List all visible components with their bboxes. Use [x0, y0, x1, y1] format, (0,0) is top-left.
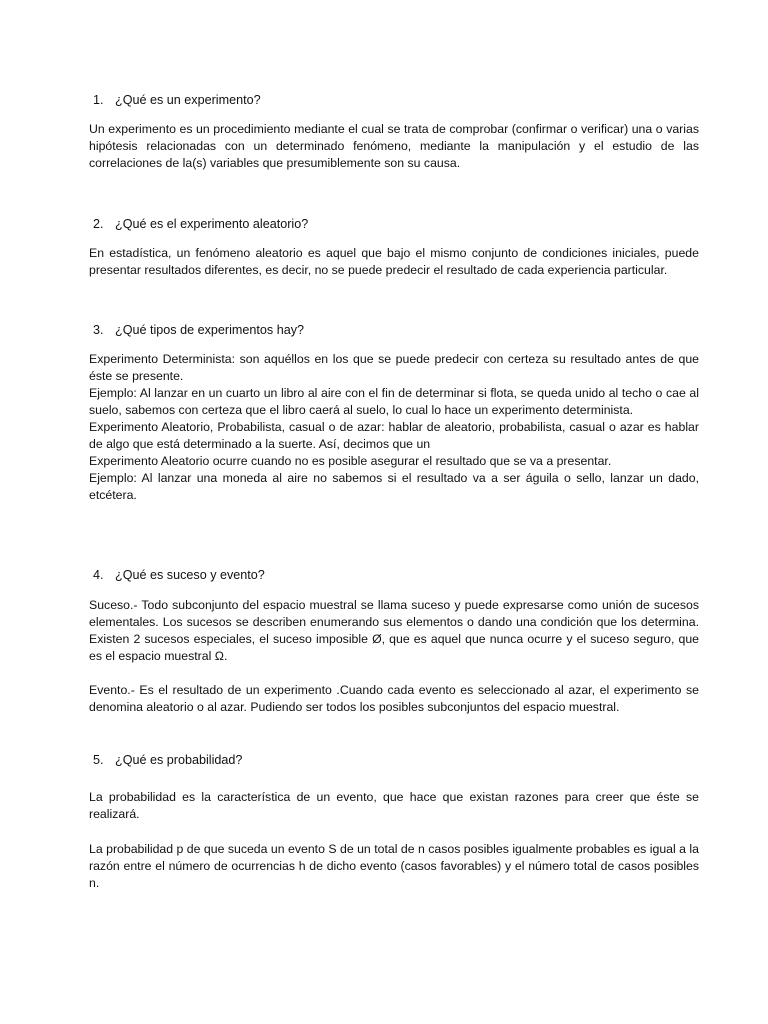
section-4-paragraph-evento: Evento.- Es el resultado de un experimento .Cuando cada evento es seleccionado al azar, el experimento se denomina aleatorio o al azar. Pudiendo ser todos los posibles subconjuntos del espacio muestral. [89, 683, 699, 714]
section-2-paragraph: En estadística, un fenómeno aleatorio es aquel que bajo el mismo conjunto de condiciones iniciales, puede presentar resultados diferentes, es decir, no se puede predecir el resultado de cada experiencia particular. [89, 246, 699, 277]
section-3-line-ejemplo-1: Ejemplo: Al lanzar en un cuarto un libro al aire con el fin de determinar si flota, se queda unido al techo o cae al suelo, sabemos con certeza que el libro caerá al suelo, lo cual lo hace un experimento determinista. [89, 386, 699, 417]
section-3-line-aleatorio: Experimento Aleatorio, Probabilista, casual o de azar: hablar de aleatorio, probabilista, casual o azar es hablar de algo que está determinado a la suerte. Así, decimos que un [89, 420, 699, 451]
section-4-heading [93, 567, 265, 584]
section-5-paragraph-2: La probabilidad p de que suceda un evento S de un total de n casos posibles igualmente probables es igual a la razón entre el número de ocurrencias h de dicho evento (casos favorables) y el número total de casos posibles n. [89, 842, 699, 890]
section-title: ¿Qué es probabilidad? [115, 753, 243, 767]
section-title: ¿Qué es suceso y evento? [115, 568, 265, 582]
section-title: ¿Qué es un experimento? [115, 93, 261, 107]
section-3-line-aleatorio-def: Experimento Aleatorio ocurre cuando no es posible asegurar el resultado que se va a presentar. [89, 454, 612, 468]
section-3-heading [93, 322, 304, 339]
section-number: 3. [93, 323, 104, 337]
section-2-heading [93, 216, 308, 233]
section-5-heading [93, 752, 242, 769]
section-number: 2. [93, 217, 104, 231]
section-3-body [89, 351, 699, 504]
section-number: 4. [93, 568, 104, 582]
section-4-paragraph-suceso: Suceso.- Todo subconjunto del espacio muestral se llama suceso y puede expresarse como unión de sucesos elementales. Los sucesos se describen enumerando sus elementos o dando una condición que los determina. Existen 2 sucesos especiales, el suceso imposible Ø, que es aquel que nunca ocurre y el suceso seguro, que es el espacio muestral Ω. [89, 598, 699, 663]
section-title: ¿Qué tipos de experimentos hay? [115, 323, 305, 337]
section-3-line-determinista: Experimento Determinista: son aquéllos en los que se puede predecir con certeza su resultado antes de que éste se presente. [89, 352, 699, 383]
section-3-line-ejemplo-2: Ejemplo: Al lanzar una moneda al aire no sabemos si el resultado va a ser águila o sello, lanzar un dado, etcétera. [89, 471, 699, 502]
section-1-paragraph: Un experimento es un procedimiento mediante el cual se trata de comprobar (confirmar o verificar) una o varias hipótesis relacionadas con un determinado fenómeno, mediante la manipulación y el estudio de las correlaciones de la(s) variables que presumiblemente son su causa. [89, 122, 699, 170]
section-5-paragraph-1: La probabilidad es la característica de un evento, que hace que existan razones para creer que éste se realizará. [89, 790, 699, 821]
section-title: ¿Qué es el experimento aleatorio? [115, 217, 309, 231]
section-number: 5. [93, 753, 104, 767]
section-1-heading [93, 92, 261, 109]
section-number: 1. [93, 93, 104, 107]
